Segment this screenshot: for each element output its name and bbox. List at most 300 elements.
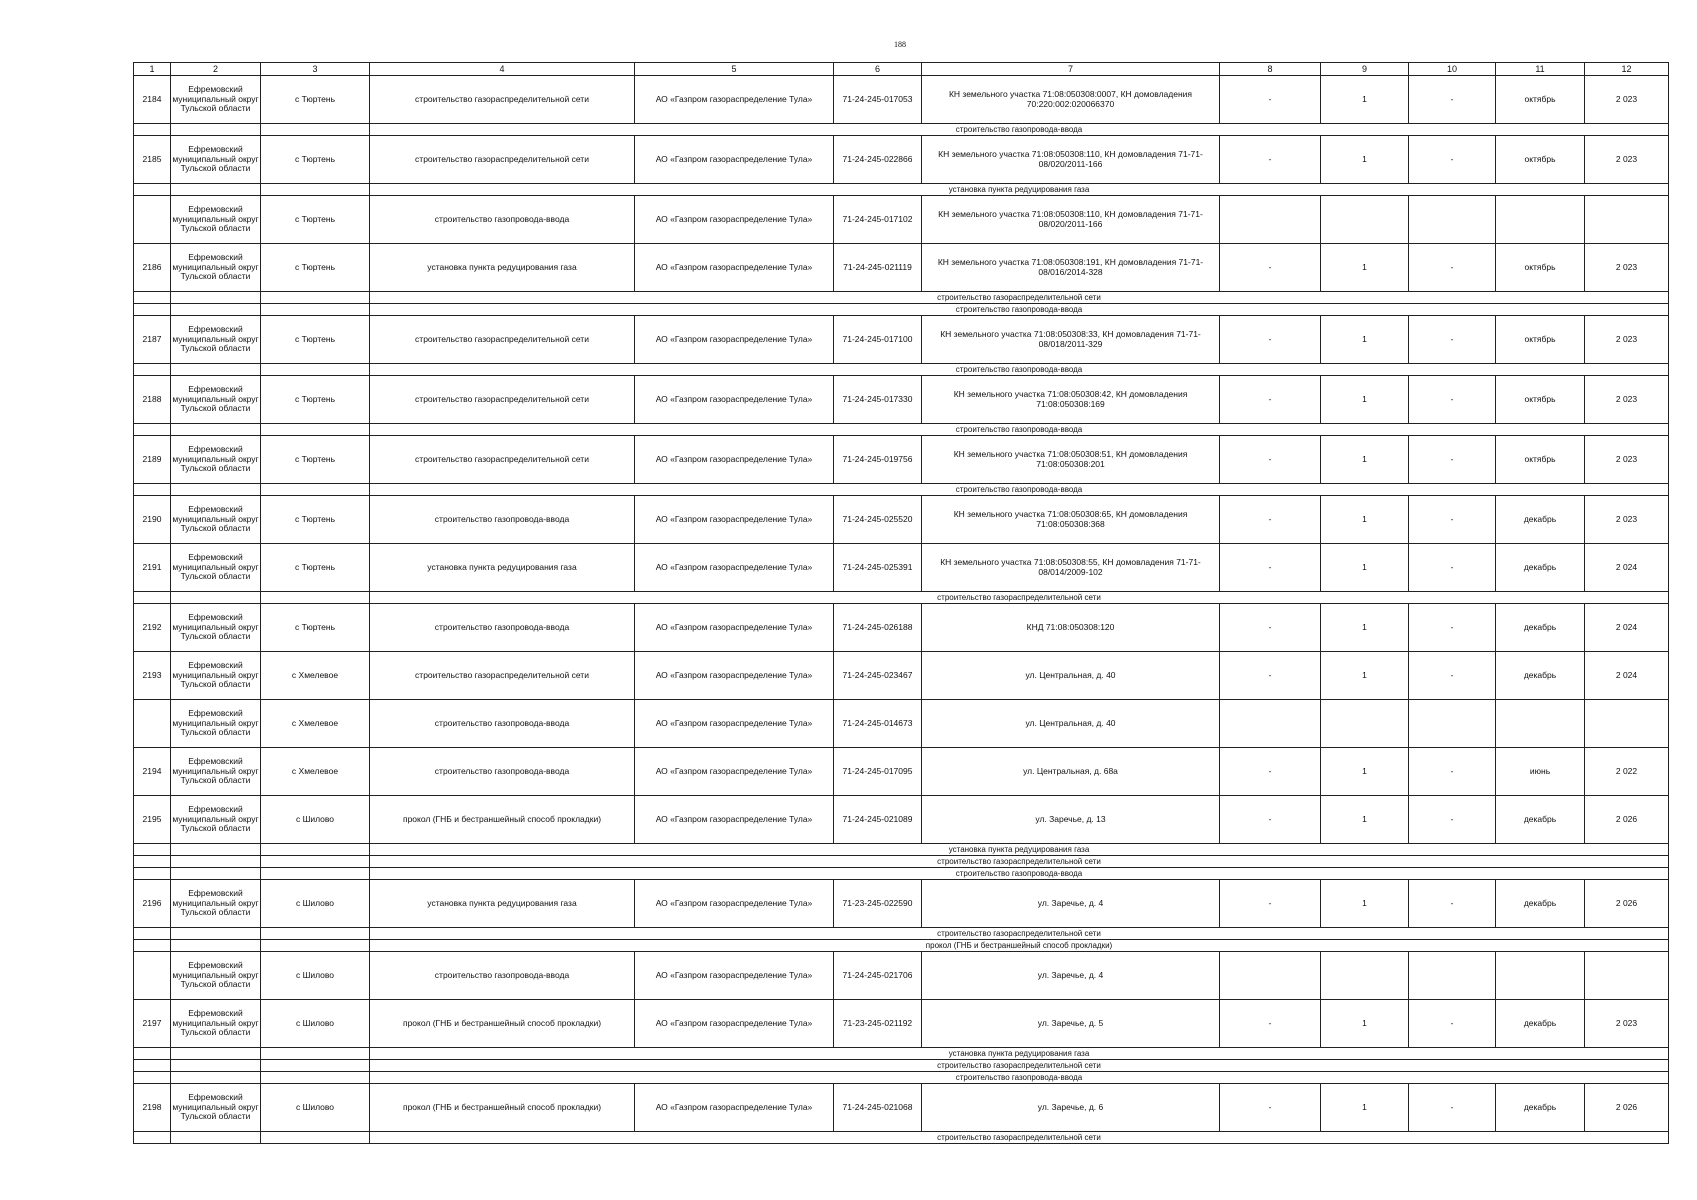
empty-cell xyxy=(171,844,261,856)
organization-cell: АО «Газпром газораспределение Тула» xyxy=(635,196,834,244)
col-header: 5 xyxy=(635,63,834,76)
organization-cell: АО «Газпром газораспределение Тула» xyxy=(635,436,834,484)
row-number: 2193 xyxy=(134,652,171,700)
table-row xyxy=(134,76,1669,124)
empty-cell xyxy=(134,1132,171,1144)
work-type-cell: прокол (ГНБ и бестраншейный способ прокладки) xyxy=(370,796,635,844)
empty-cell xyxy=(171,124,261,136)
sub-work-note: строительство газораспределительной сети xyxy=(370,292,1669,304)
month-cell: июнь xyxy=(1496,748,1585,796)
month-cell: декабрь xyxy=(1496,880,1585,928)
year-cell: 2 026 xyxy=(1585,796,1669,844)
col8-cell xyxy=(1220,196,1321,244)
code-cell: 71-23-245-021192 xyxy=(834,1000,922,1048)
table-row xyxy=(134,604,1669,652)
col8-cell: - xyxy=(1220,796,1321,844)
row-number: 2190 xyxy=(134,496,171,544)
month-cell xyxy=(1496,196,1585,244)
code-cell: 71-24-245-019756 xyxy=(834,436,922,484)
sub-work-row xyxy=(134,124,1669,136)
row-number: 2191 xyxy=(134,544,171,592)
organization-cell: АО «Газпром газораспределение Тула» xyxy=(635,952,834,1000)
col10-cell: - xyxy=(1409,136,1496,184)
row-number: 2196 xyxy=(134,880,171,928)
object-cell: КН земельного участка 71:08:050308:191, КН домовладения 71-71-08/016/2014-328 xyxy=(922,244,1220,292)
sub-work-row xyxy=(134,364,1669,376)
empty-cell xyxy=(261,424,370,436)
sub-work-row xyxy=(134,1060,1669,1072)
empty-cell xyxy=(261,844,370,856)
table-subrow xyxy=(134,700,1669,748)
year-cell: 2 023 xyxy=(1585,376,1669,424)
object-cell: КН земельного участка 71:08:050308:0007, КН домовладения 70:220:002:020066370 xyxy=(922,76,1220,124)
empty-cell xyxy=(134,1060,171,1072)
col9-cell: 1 xyxy=(1321,796,1409,844)
empty-cell xyxy=(171,868,261,880)
col10-cell: - xyxy=(1409,244,1496,292)
empty-cell xyxy=(171,1132,261,1144)
organization-cell: АО «Газпром газораспределение Тула» xyxy=(635,1000,834,1048)
object-cell: КН земельного участка 71:08:050308:65, КН домовладения 71:08:050308:368 xyxy=(922,496,1220,544)
settlement-cell: с Хмелевое xyxy=(261,700,370,748)
sub-work-note: строительство газопровода-ввода xyxy=(370,424,1669,436)
object-cell: КН земельного участка 71:08:050308:51, КН домовладения 71:08:050308:201 xyxy=(922,436,1220,484)
month-cell xyxy=(1496,952,1585,1000)
empty-cell xyxy=(171,184,261,196)
district-cell: Ефремовский муниципальный округ Тульской области xyxy=(171,376,261,424)
district-cell: Ефремовский муниципальный округ Тульской области xyxy=(171,1000,261,1048)
settlement-cell: с Тюртень xyxy=(261,544,370,592)
work-type-cell: строительство газораспределительной сети xyxy=(370,436,635,484)
header-row xyxy=(134,63,1669,76)
empty-cell xyxy=(261,484,370,496)
settlement-cell: с Тюртень xyxy=(261,136,370,184)
work-type-cell: установка пункта редуцирования газа xyxy=(370,244,635,292)
col10-cell: - xyxy=(1409,544,1496,592)
empty-cell xyxy=(134,484,171,496)
table-row xyxy=(134,544,1669,592)
col8-cell: - xyxy=(1220,1084,1321,1132)
settlement-cell: с Шилово xyxy=(261,1084,370,1132)
object-cell: КН земельного участка 71:08:050308:55, КН домовладения 71-71-08/014/2009-102 xyxy=(922,544,1220,592)
sub-work-note: строительство газораспределительной сети xyxy=(370,592,1669,604)
row-number: 2186 xyxy=(134,244,171,292)
row-number: 2195 xyxy=(134,796,171,844)
settlement-cell: с Шилово xyxy=(261,952,370,1000)
empty-cell xyxy=(261,304,370,316)
organization-cell: АО «Газпром газораспределение Тула» xyxy=(635,700,834,748)
row-number: 2188 xyxy=(134,376,171,424)
organization-cell: АО «Газпром газораспределение Тула» xyxy=(635,652,834,700)
month-cell: декабрь xyxy=(1496,544,1585,592)
sub-work-note: строительство газопровода-ввода xyxy=(370,124,1669,136)
organization-cell: АО «Газпром газораспределение Тула» xyxy=(635,76,834,124)
col9-cell: 1 xyxy=(1321,136,1409,184)
col-header: 8 xyxy=(1220,63,1321,76)
district-cell: Ефремовский муниципальный округ Тульской области xyxy=(171,796,261,844)
sub-work-row xyxy=(134,1048,1669,1060)
sub-work-row xyxy=(134,844,1669,856)
settlement-cell: с Тюртень xyxy=(261,496,370,544)
object-cell: ул. Центральная, д. 40 xyxy=(922,700,1220,748)
table-row xyxy=(134,136,1669,184)
district-cell: Ефремовский муниципальный округ Тульской области xyxy=(171,496,261,544)
district-cell: Ефремовский муниципальный округ Тульской области xyxy=(171,652,261,700)
organization-cell: АО «Газпром газораспределение Тула» xyxy=(635,244,834,292)
code-cell: 71-24-245-021706 xyxy=(834,952,922,1000)
sub-work-note: строительство газораспределительной сети xyxy=(370,928,1669,940)
row-number: 2189 xyxy=(134,436,171,484)
month-cell: декабрь xyxy=(1496,796,1585,844)
col9-cell: 1 xyxy=(1321,316,1409,364)
col10-cell xyxy=(1409,952,1496,1000)
year-cell: 2 023 xyxy=(1585,136,1669,184)
code-cell: 71-24-245-017100 xyxy=(834,316,922,364)
sub-work-note: прокол (ГНБ и бестраншейный способ прокладки) xyxy=(370,940,1669,952)
col8-cell: - xyxy=(1220,880,1321,928)
district-cell: Ефремовский муниципальный округ Тульской области xyxy=(171,700,261,748)
col9-cell: 1 xyxy=(1321,244,1409,292)
sub-work-note: строительство газораспределительной сети xyxy=(370,1132,1669,1144)
work-type-cell: строительство газораспределительной сети xyxy=(370,652,635,700)
gasification-schedule-table xyxy=(133,62,1669,1144)
organization-cell: АО «Газпром газораспределение Тула» xyxy=(635,136,834,184)
empty-cell xyxy=(134,844,171,856)
row-number: 2187 xyxy=(134,316,171,364)
empty-cell xyxy=(261,940,370,952)
code-cell: 71-24-245-025520 xyxy=(834,496,922,544)
col8-cell: - xyxy=(1220,76,1321,124)
object-cell: КН земельного участка 71:08:050308:42, КН домовладения 71:08:050308:169 xyxy=(922,376,1220,424)
year-cell: 2 023 xyxy=(1585,436,1669,484)
code-cell: 71-24-245-022866 xyxy=(834,136,922,184)
settlement-cell: с Хмелевое xyxy=(261,652,370,700)
col9-cell xyxy=(1321,700,1409,748)
row-number: 2194 xyxy=(134,748,171,796)
empty-cell xyxy=(171,940,261,952)
col-header: 2 xyxy=(171,63,261,76)
code-cell: 71-24-245-017330 xyxy=(834,376,922,424)
table-row xyxy=(134,316,1669,364)
work-type-cell: строительство газораспределительной сети xyxy=(370,316,635,364)
page-number: 188 xyxy=(894,40,906,49)
organization-cell: АО «Газпром газораспределение Тула» xyxy=(635,604,834,652)
table-row xyxy=(134,796,1669,844)
table-row xyxy=(134,748,1669,796)
col9-cell: 1 xyxy=(1321,376,1409,424)
year-cell: 2 023 xyxy=(1585,316,1669,364)
col-header: 3 xyxy=(261,63,370,76)
empty-cell xyxy=(261,856,370,868)
col-header: 4 xyxy=(370,63,635,76)
year-cell: 2 023 xyxy=(1585,244,1669,292)
code-cell: 71-23-245-022590 xyxy=(834,880,922,928)
col9-cell xyxy=(1321,952,1409,1000)
object-cell: КН земельного участка 71:08:050308:110, КН домовладения 71-71-08/020/2011-166 xyxy=(922,196,1220,244)
work-type-cell: прокол (ГНБ и бестраншейный способ прокладки) xyxy=(370,1000,635,1048)
table-row xyxy=(134,1000,1669,1048)
col-header: 10 xyxy=(1409,63,1496,76)
col10-cell: - xyxy=(1409,496,1496,544)
empty-cell xyxy=(134,364,171,376)
year-cell: 2 024 xyxy=(1585,544,1669,592)
col9-cell xyxy=(1321,196,1409,244)
code-cell: 71-24-245-017102 xyxy=(834,196,922,244)
sub-work-note: установка пункта редуцирования газа xyxy=(370,1048,1669,1060)
empty-cell xyxy=(261,124,370,136)
empty-cell xyxy=(134,424,171,436)
work-type-cell: установка пункта редуцирования газа xyxy=(370,544,635,592)
table-subrow xyxy=(134,196,1669,244)
col10-cell: - xyxy=(1409,316,1496,364)
object-cell: КН земельного участка 71:08:050308:33, КН домовладения 71-71-08/018/2011-329 xyxy=(922,316,1220,364)
work-type-cell: строительство газораспределительной сети xyxy=(370,76,635,124)
organization-cell: АО «Газпром газораспределение Тула» xyxy=(635,1084,834,1132)
work-type-cell: строительство газопровода-ввода xyxy=(370,604,635,652)
sub-work-row xyxy=(134,484,1669,496)
settlement-cell: с Шилово xyxy=(261,880,370,928)
col8-cell: - xyxy=(1220,496,1321,544)
work-type-cell: строительство газопровода-ввода xyxy=(370,952,635,1000)
table-row xyxy=(134,1084,1669,1132)
col10-cell: - xyxy=(1409,748,1496,796)
empty-cell xyxy=(134,292,171,304)
organization-cell: АО «Газпром газораспределение Тула» xyxy=(635,748,834,796)
empty-cell xyxy=(171,856,261,868)
sub-work-note: строительство газораспределительной сети xyxy=(370,856,1669,868)
table-subrow xyxy=(134,952,1669,1000)
month-cell: декабрь xyxy=(1496,496,1585,544)
month-cell: декабрь xyxy=(1496,652,1585,700)
sub-work-row xyxy=(134,424,1669,436)
settlement-cell: с Тюртень xyxy=(261,76,370,124)
month-cell: декабрь xyxy=(1496,604,1585,652)
year-cell: 2 023 xyxy=(1585,1000,1669,1048)
year-cell: 2 023 xyxy=(1585,76,1669,124)
empty-cell xyxy=(261,292,370,304)
object-cell: ул. Заречье, д. 6 xyxy=(922,1084,1220,1132)
sub-work-row xyxy=(134,184,1669,196)
col9-cell: 1 xyxy=(1321,1084,1409,1132)
col8-cell: - xyxy=(1220,436,1321,484)
sub-work-row xyxy=(134,928,1669,940)
code-cell: 71-24-245-023467 xyxy=(834,652,922,700)
sub-work-row xyxy=(134,592,1669,604)
col10-cell xyxy=(1409,700,1496,748)
code-cell: 71-24-245-017053 xyxy=(834,76,922,124)
organization-cell: АО «Газпром газораспределение Тула» xyxy=(635,796,834,844)
settlement-cell: с Тюртень xyxy=(261,196,370,244)
row-number: 2185 xyxy=(134,136,171,184)
empty-cell xyxy=(134,1072,171,1084)
work-type-cell: строительство газопровода-ввода xyxy=(370,700,635,748)
col8-cell xyxy=(1220,952,1321,1000)
empty-cell xyxy=(171,364,261,376)
col8-cell: - xyxy=(1220,544,1321,592)
sub-work-note: установка пункта редуцирования газа xyxy=(370,844,1669,856)
empty-cell xyxy=(134,592,171,604)
col8-cell: - xyxy=(1220,652,1321,700)
work-type-cell: строительство газопровода-ввода xyxy=(370,196,635,244)
sub-work-note: строительство газораспределительной сети xyxy=(370,1060,1669,1072)
table-row xyxy=(134,436,1669,484)
empty-cell xyxy=(134,184,171,196)
district-cell: Ефремовский муниципальный округ Тульской области xyxy=(171,1084,261,1132)
settlement-cell: с Шилово xyxy=(261,1000,370,1048)
col-header: 12 xyxy=(1585,63,1669,76)
empty-cell xyxy=(261,1060,370,1072)
month-cell xyxy=(1496,700,1585,748)
empty-cell xyxy=(261,184,370,196)
row-number: 2192 xyxy=(134,604,171,652)
empty-cell xyxy=(261,592,370,604)
district-cell: Ефремовский муниципальный округ Тульской области xyxy=(171,196,261,244)
code-cell: 71-24-245-021119 xyxy=(834,244,922,292)
code-cell: 71-24-245-025391 xyxy=(834,544,922,592)
table-row xyxy=(134,244,1669,292)
code-cell: 71-24-245-026188 xyxy=(834,604,922,652)
code-cell: 71-24-245-014673 xyxy=(834,700,922,748)
sub-work-row xyxy=(134,292,1669,304)
work-type-cell: установка пункта редуцирования газа xyxy=(370,880,635,928)
code-cell: 71-24-245-017095 xyxy=(834,748,922,796)
table-row xyxy=(134,376,1669,424)
sub-work-note: строительство газопровода-ввода xyxy=(370,304,1669,316)
district-cell: Ефремовский муниципальный округ Тульской области xyxy=(171,748,261,796)
year-cell: 2 026 xyxy=(1585,1084,1669,1132)
work-type-cell: строительство газораспределительной сети xyxy=(370,376,635,424)
col10-cell: - xyxy=(1409,376,1496,424)
empty-cell xyxy=(171,304,261,316)
row-number: 2198 xyxy=(134,1084,171,1132)
empty-cell xyxy=(171,928,261,940)
district-cell: Ефремовский муниципальный округ Тульской области xyxy=(171,604,261,652)
col10-cell: - xyxy=(1409,796,1496,844)
work-type-cell: прокол (ГНБ и бестраншейный способ прокладки) xyxy=(370,1084,635,1132)
col9-cell: 1 xyxy=(1321,604,1409,652)
col10-cell: - xyxy=(1409,652,1496,700)
col-header: 9 xyxy=(1321,63,1409,76)
code-cell: 71-24-245-021089 xyxy=(834,796,922,844)
empty-cell xyxy=(261,928,370,940)
work-type-cell: строительство газопровода-ввода xyxy=(370,748,635,796)
month-cell: октябрь xyxy=(1496,436,1585,484)
object-cell: КНД 71:08:050308:120 xyxy=(922,604,1220,652)
sub-work-row xyxy=(134,868,1669,880)
col10-cell: - xyxy=(1409,76,1496,124)
empty-cell xyxy=(134,940,171,952)
district-cell: Ефремовский муниципальный округ Тульской области xyxy=(171,880,261,928)
empty-cell xyxy=(134,868,171,880)
col8-cell: - xyxy=(1220,748,1321,796)
col9-cell: 1 xyxy=(1321,76,1409,124)
col10-cell: - xyxy=(1409,1084,1496,1132)
year-cell: 2 024 xyxy=(1585,652,1669,700)
col8-cell: - xyxy=(1220,244,1321,292)
year-cell: 2 024 xyxy=(1585,604,1669,652)
work-type-cell: строительство газораспределительной сети xyxy=(370,136,635,184)
empty-cell xyxy=(134,856,171,868)
col8-cell: - xyxy=(1220,316,1321,364)
work-type-cell: строительство газопровода-ввода xyxy=(370,496,635,544)
sub-work-note: строительство газопровода-ввода xyxy=(370,484,1669,496)
settlement-cell: с Тюртень xyxy=(261,436,370,484)
settlement-cell: с Тюртень xyxy=(261,604,370,652)
empty-cell xyxy=(134,1048,171,1060)
empty-cell xyxy=(171,592,261,604)
col9-cell: 1 xyxy=(1321,544,1409,592)
col10-cell: - xyxy=(1409,604,1496,652)
district-cell: Ефремовский муниципальный округ Тульской области xyxy=(171,316,261,364)
sub-work-note: строительство газопровода-ввода xyxy=(370,364,1669,376)
row-number xyxy=(134,700,171,748)
row-number: 2197 xyxy=(134,1000,171,1048)
empty-cell xyxy=(171,424,261,436)
col10-cell: - xyxy=(1409,436,1496,484)
sub-work-row xyxy=(134,856,1669,868)
row-number: 2184 xyxy=(134,76,171,124)
month-cell: октябрь xyxy=(1496,376,1585,424)
sub-work-note: строительство газопровода-ввода xyxy=(370,868,1669,880)
organization-cell: АО «Газпром газораспределение Тула» xyxy=(635,496,834,544)
settlement-cell: с Шилово xyxy=(261,796,370,844)
organization-cell: АО «Газпром газораспределение Тула» xyxy=(635,544,834,592)
year-cell xyxy=(1585,952,1669,1000)
settlement-cell: с Тюртень xyxy=(261,316,370,364)
empty-cell xyxy=(171,292,261,304)
empty-cell xyxy=(171,1048,261,1060)
col-header: 11 xyxy=(1496,63,1585,76)
settlement-cell: с Хмелевое xyxy=(261,748,370,796)
settlement-cell: с Тюртень xyxy=(261,376,370,424)
col9-cell: 1 xyxy=(1321,652,1409,700)
month-cell: декабрь xyxy=(1496,1084,1585,1132)
sub-work-row xyxy=(134,304,1669,316)
col-header: 6 xyxy=(834,63,922,76)
sub-work-note: установка пункта редуцирования газа xyxy=(370,184,1669,196)
empty-cell xyxy=(171,484,261,496)
district-cell: Ефремовский муниципальный округ Тульской области xyxy=(171,136,261,184)
year-cell xyxy=(1585,700,1669,748)
col9-cell: 1 xyxy=(1321,496,1409,544)
organization-cell: АО «Газпром газораспределение Тула» xyxy=(635,376,834,424)
district-cell: Ефремовский муниципальный округ Тульской области xyxy=(171,76,261,124)
year-cell xyxy=(1585,196,1669,244)
empty-cell xyxy=(134,928,171,940)
code-cell: 71-24-245-021068 xyxy=(834,1084,922,1132)
month-cell: декабрь xyxy=(1496,1000,1585,1048)
empty-cell xyxy=(134,304,171,316)
sub-work-row xyxy=(134,1132,1669,1144)
table-row xyxy=(134,880,1669,928)
year-cell: 2 026 xyxy=(1585,880,1669,928)
district-cell: Ефремовский муниципальный округ Тульской области xyxy=(171,436,261,484)
empty-cell xyxy=(134,124,171,136)
col9-cell: 1 xyxy=(1321,436,1409,484)
object-cell: ул. Центральная, д. 68а xyxy=(922,748,1220,796)
col9-cell: 1 xyxy=(1321,880,1409,928)
district-cell: Ефремовский муниципальный округ Тульской области xyxy=(171,952,261,1000)
month-cell: октябрь xyxy=(1496,76,1585,124)
col9-cell: 1 xyxy=(1321,748,1409,796)
object-cell: ул. Заречье, д. 5 xyxy=(922,1000,1220,1048)
district-cell: Ефремовский муниципальный округ Тульской области xyxy=(171,244,261,292)
year-cell: 2 022 xyxy=(1585,748,1669,796)
row-number xyxy=(134,952,171,1000)
empty-cell xyxy=(261,1048,370,1060)
object-cell: ул. Заречье, д. 4 xyxy=(922,952,1220,1000)
col-header: 1 xyxy=(134,63,171,76)
